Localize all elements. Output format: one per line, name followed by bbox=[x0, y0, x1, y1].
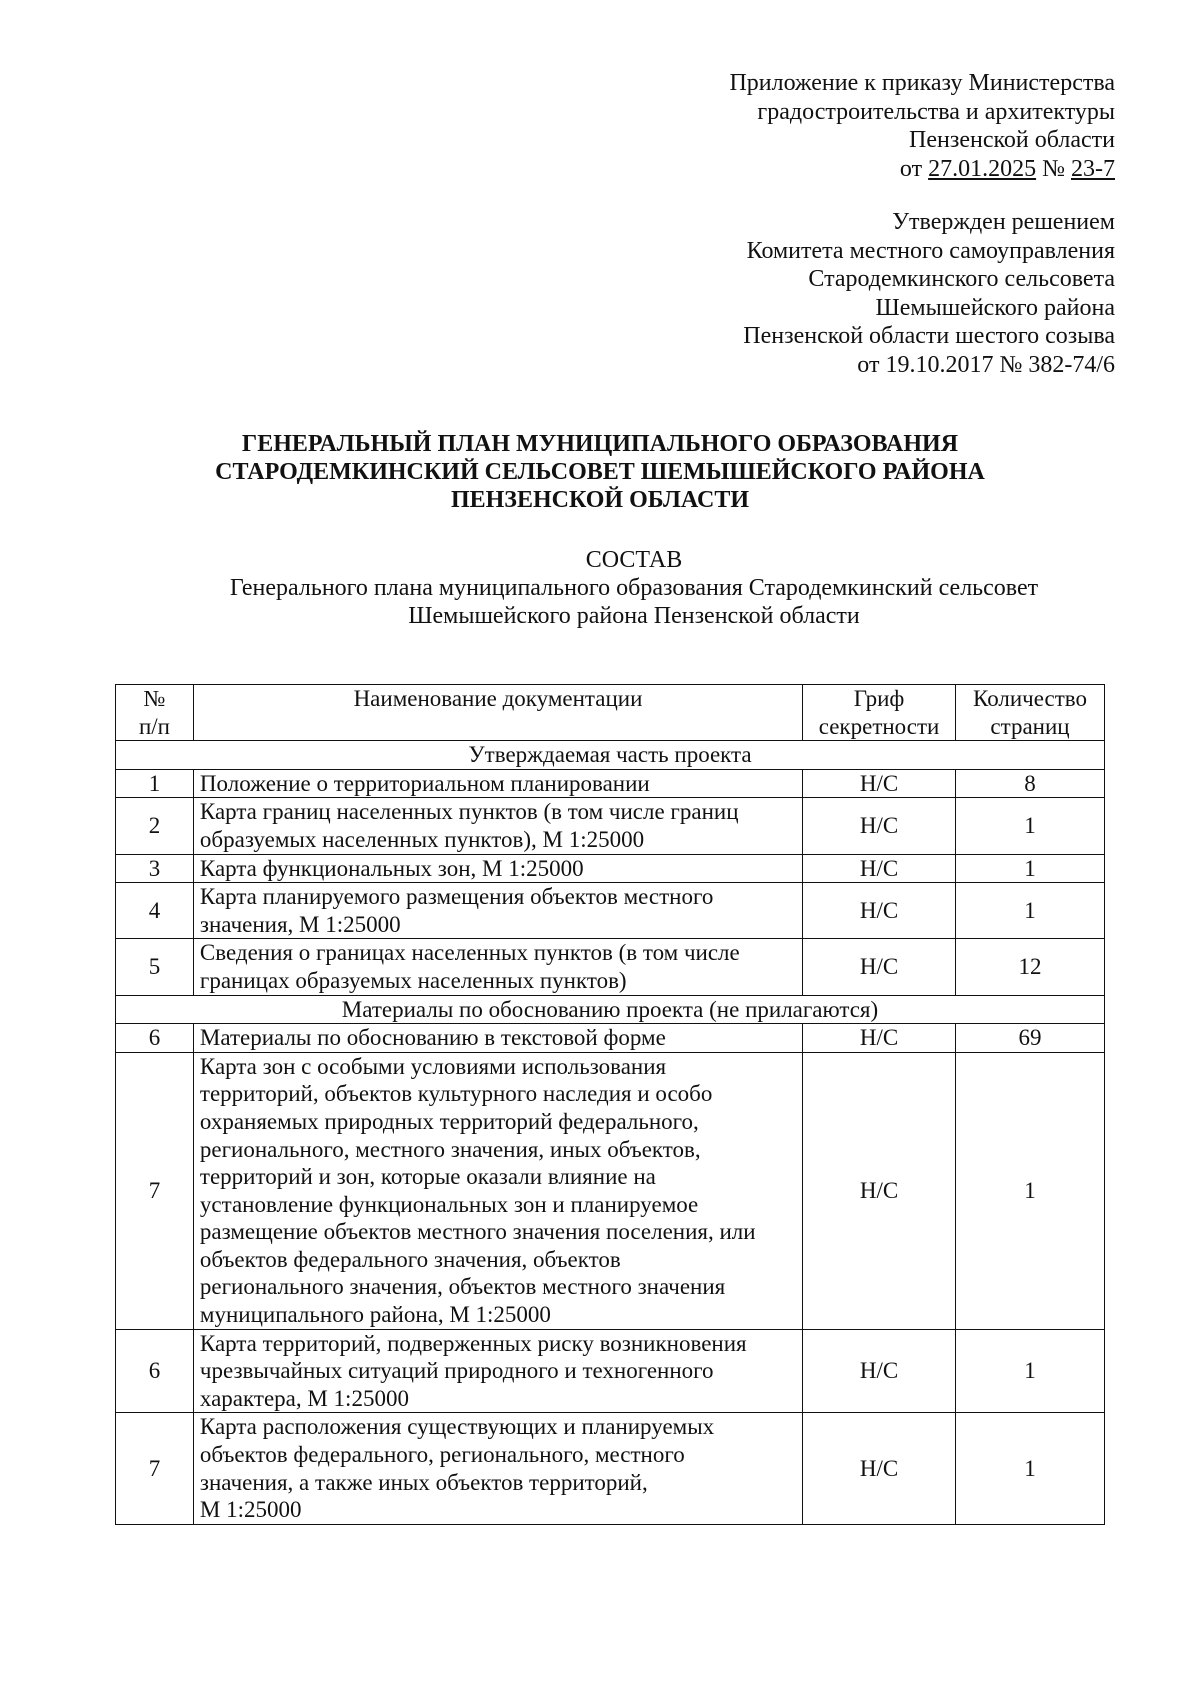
header-num bbox=[116, 685, 194, 741]
document-name-line: регионального, местного значения, иных объектов, bbox=[199, 1136, 701, 1162]
document-name-line: Материалы по обоснованию в текстовой форме bbox=[199, 1025, 666, 1051]
document-name-line: Карта территорий, подверженных риску возникновения bbox=[199, 1330, 747, 1356]
row-number: 2 bbox=[116, 798, 194, 854]
row-document-name bbox=[193, 1052, 802, 1329]
document-name-line: значения, а также иных объектов территорий, bbox=[199, 1469, 648, 1495]
order-annex-header bbox=[729, 69, 1115, 183]
section-row bbox=[116, 741, 1105, 770]
approval-line-1: Утвержден решением bbox=[892, 209, 1115, 235]
document-name-line: Карта расположения существующих и планируемых bbox=[199, 1414, 715, 1440]
header-num-line-1: № bbox=[143, 686, 166, 711]
document-name-line: Карта границ населенных пунктов (в том числе границ bbox=[199, 799, 739, 825]
row-number: 6 bbox=[116, 1024, 194, 1053]
row-secrecy: Н/С bbox=[803, 1052, 956, 1329]
document-name-line: установление функциональных зон и планируемое bbox=[199, 1191, 699, 1217]
table-row bbox=[116, 854, 1105, 883]
row-document-name bbox=[193, 769, 802, 798]
row-document-name bbox=[193, 1413, 802, 1524]
row-secrecy: Н/С bbox=[803, 883, 956, 939]
document-name-line: регионального значения, объектов местного значения bbox=[199, 1274, 726, 1300]
header-secrecy-line-1: Гриф bbox=[853, 686, 905, 711]
title-line-2: СТАРОДЕМКИНСКИЙ СЕЛЬСОВЕТ ШЕМЫШЕЙСКОГО РАЙОНА bbox=[215, 459, 985, 485]
row-number: 5 bbox=[116, 939, 194, 995]
row-document-name bbox=[193, 1329, 802, 1413]
approval-line-6: от 19.10.2017 № 382-74/6 bbox=[857, 351, 1115, 378]
approval-line-3: Стародемкинского сельсовета bbox=[808, 266, 1115, 292]
document-name-line: образуемых населенных пунктов), М 1:25000 bbox=[199, 826, 645, 852]
row-number: 7 bbox=[116, 1413, 194, 1524]
document-name-line: границах образуемых населенных пунктов) bbox=[199, 967, 627, 993]
table-row bbox=[116, 883, 1105, 939]
row-number: 7 bbox=[116, 1052, 194, 1329]
table-row bbox=[116, 939, 1105, 995]
row-secrecy: Н/С bbox=[803, 798, 956, 854]
order-number: 23-7 bbox=[1071, 155, 1115, 182]
composition-table bbox=[115, 684, 1105, 1525]
document-name-line: Положение о территориальном планировании bbox=[199, 770, 650, 796]
section-title: Материалы по обоснованию проекта (не прилагаются) bbox=[116, 995, 1105, 1024]
table-row bbox=[116, 1024, 1105, 1053]
row-document-name bbox=[193, 854, 802, 883]
row-page-count: 1 bbox=[956, 1329, 1105, 1413]
row-document-name bbox=[193, 939, 802, 995]
document-name-line: территорий и зон, которые оказали влияние на bbox=[199, 1164, 656, 1190]
section-row bbox=[116, 995, 1105, 1024]
document-name-line: размещение объектов местного значения поселения, или bbox=[199, 1219, 756, 1245]
row-page-count: 69 bbox=[956, 1024, 1105, 1053]
document-name-line: Карта функциональных зон, М 1:25000 bbox=[199, 855, 584, 881]
row-page-count: 1 bbox=[956, 1413, 1105, 1524]
header-secrecy bbox=[803, 685, 956, 741]
row-page-count: 1 bbox=[956, 1052, 1105, 1329]
composition-line-1: Генерального плана муниципального образования Стародемкинский сельсовет bbox=[229, 575, 1039, 601]
header-secrecy-line-2: секретности bbox=[818, 713, 940, 739]
row-secrecy: Н/С bbox=[803, 939, 956, 995]
row-number: 1 bbox=[116, 769, 194, 798]
row-page-count: 1 bbox=[956, 798, 1105, 854]
table-row bbox=[116, 1052, 1105, 1329]
composition-title: СОСТАВ bbox=[585, 547, 683, 573]
table-row bbox=[116, 769, 1105, 798]
table-header-row bbox=[116, 685, 1105, 741]
row-secrecy: Н/С bbox=[803, 1413, 956, 1524]
header-pages bbox=[956, 685, 1105, 741]
row-number: 6 bbox=[116, 1329, 194, 1413]
document-title bbox=[0, 430, 1200, 514]
document-name-line: чрезвычайных ситуаций природного и техногенного bbox=[199, 1358, 714, 1384]
row-page-count: 1 bbox=[956, 854, 1105, 883]
document-name-line: муниципального района, М 1:25000 bbox=[199, 1302, 551, 1328]
order-line-2: градостроительства и архитектуры bbox=[757, 98, 1115, 125]
table-row bbox=[116, 1413, 1105, 1524]
table-row bbox=[116, 1329, 1105, 1413]
document-name-line: Карта зон с особыми условиями использования bbox=[199, 1053, 667, 1079]
document-name-line: охраняемых природных территорий федерального, bbox=[199, 1108, 699, 1134]
row-page-count: 12 bbox=[956, 939, 1105, 995]
order-line-3: Пензенской области bbox=[909, 127, 1115, 153]
row-page-count: 1 bbox=[956, 883, 1105, 939]
row-secrecy: Н/С bbox=[803, 1329, 956, 1413]
document-name-line: М 1:25000 bbox=[199, 1497, 302, 1523]
composition-heading bbox=[0, 546, 1200, 630]
order-date-line bbox=[729, 155, 1115, 184]
approval-line-4: Шемышейского района bbox=[875, 294, 1115, 321]
header-pages-line-1: Количество bbox=[973, 686, 1087, 711]
row-secrecy: Н/С bbox=[803, 854, 956, 883]
approval-line-5: Пензенской области шестого созыва bbox=[743, 323, 1115, 349]
row-document-name bbox=[193, 1024, 802, 1053]
composition-line-2: Шемышейского района Пензенской области bbox=[408, 603, 860, 629]
order-date: 27.01.2025 bbox=[928, 155, 1037, 182]
order-line-1: Приложение к приказу Министерства bbox=[729, 70, 1115, 96]
title-line-1: ГЕНЕРАЛЬНЫЙ ПЛАН МУНИЦИПАЛЬНОГО ОБРАЗОВАНИЯ bbox=[241, 431, 959, 457]
title-line-3: ПЕНЗЕНСКОЙ ОБЛАСТИ bbox=[450, 487, 750, 513]
document-name-line: характера, М 1:25000 bbox=[199, 1385, 409, 1411]
header-name: Наименование документации bbox=[193, 685, 802, 741]
section-title: Утверждаемая часть проекта bbox=[116, 741, 1105, 770]
row-number: 3 bbox=[116, 854, 194, 883]
row-page-count: 8 bbox=[956, 769, 1105, 798]
header-num-line-2: п/п bbox=[138, 713, 170, 739]
document-name-line: объектов федерального значения, объектов bbox=[199, 1246, 621, 1272]
row-number: 4 bbox=[116, 883, 194, 939]
row-secrecy: Н/С bbox=[803, 1024, 956, 1053]
order-date-prefix: от bbox=[899, 155, 929, 182]
row-secrecy: Н/С bbox=[803, 769, 956, 798]
approval-line-2: Комитета местного самоуправления bbox=[746, 237, 1115, 264]
table-row bbox=[116, 798, 1105, 854]
row-document-name bbox=[193, 798, 802, 854]
order-number-prefix: № bbox=[1036, 155, 1071, 182]
document-name-line: Сведения о границах населенных пунктов (в том числе bbox=[199, 940, 740, 966]
header-pages-line-2: страниц bbox=[990, 713, 1070, 739]
document-name-line: значения, М 1:25000 bbox=[199, 911, 401, 937]
row-document-name bbox=[193, 883, 802, 939]
document-name-line: территорий, объектов культурного наследия и особо bbox=[199, 1081, 713, 1107]
approval-header bbox=[743, 208, 1115, 379]
document-name-line: Карта планируемого размещения объектов местного bbox=[199, 884, 714, 910]
document-name-line: объектов федерального, регионального, местного bbox=[199, 1442, 685, 1468]
